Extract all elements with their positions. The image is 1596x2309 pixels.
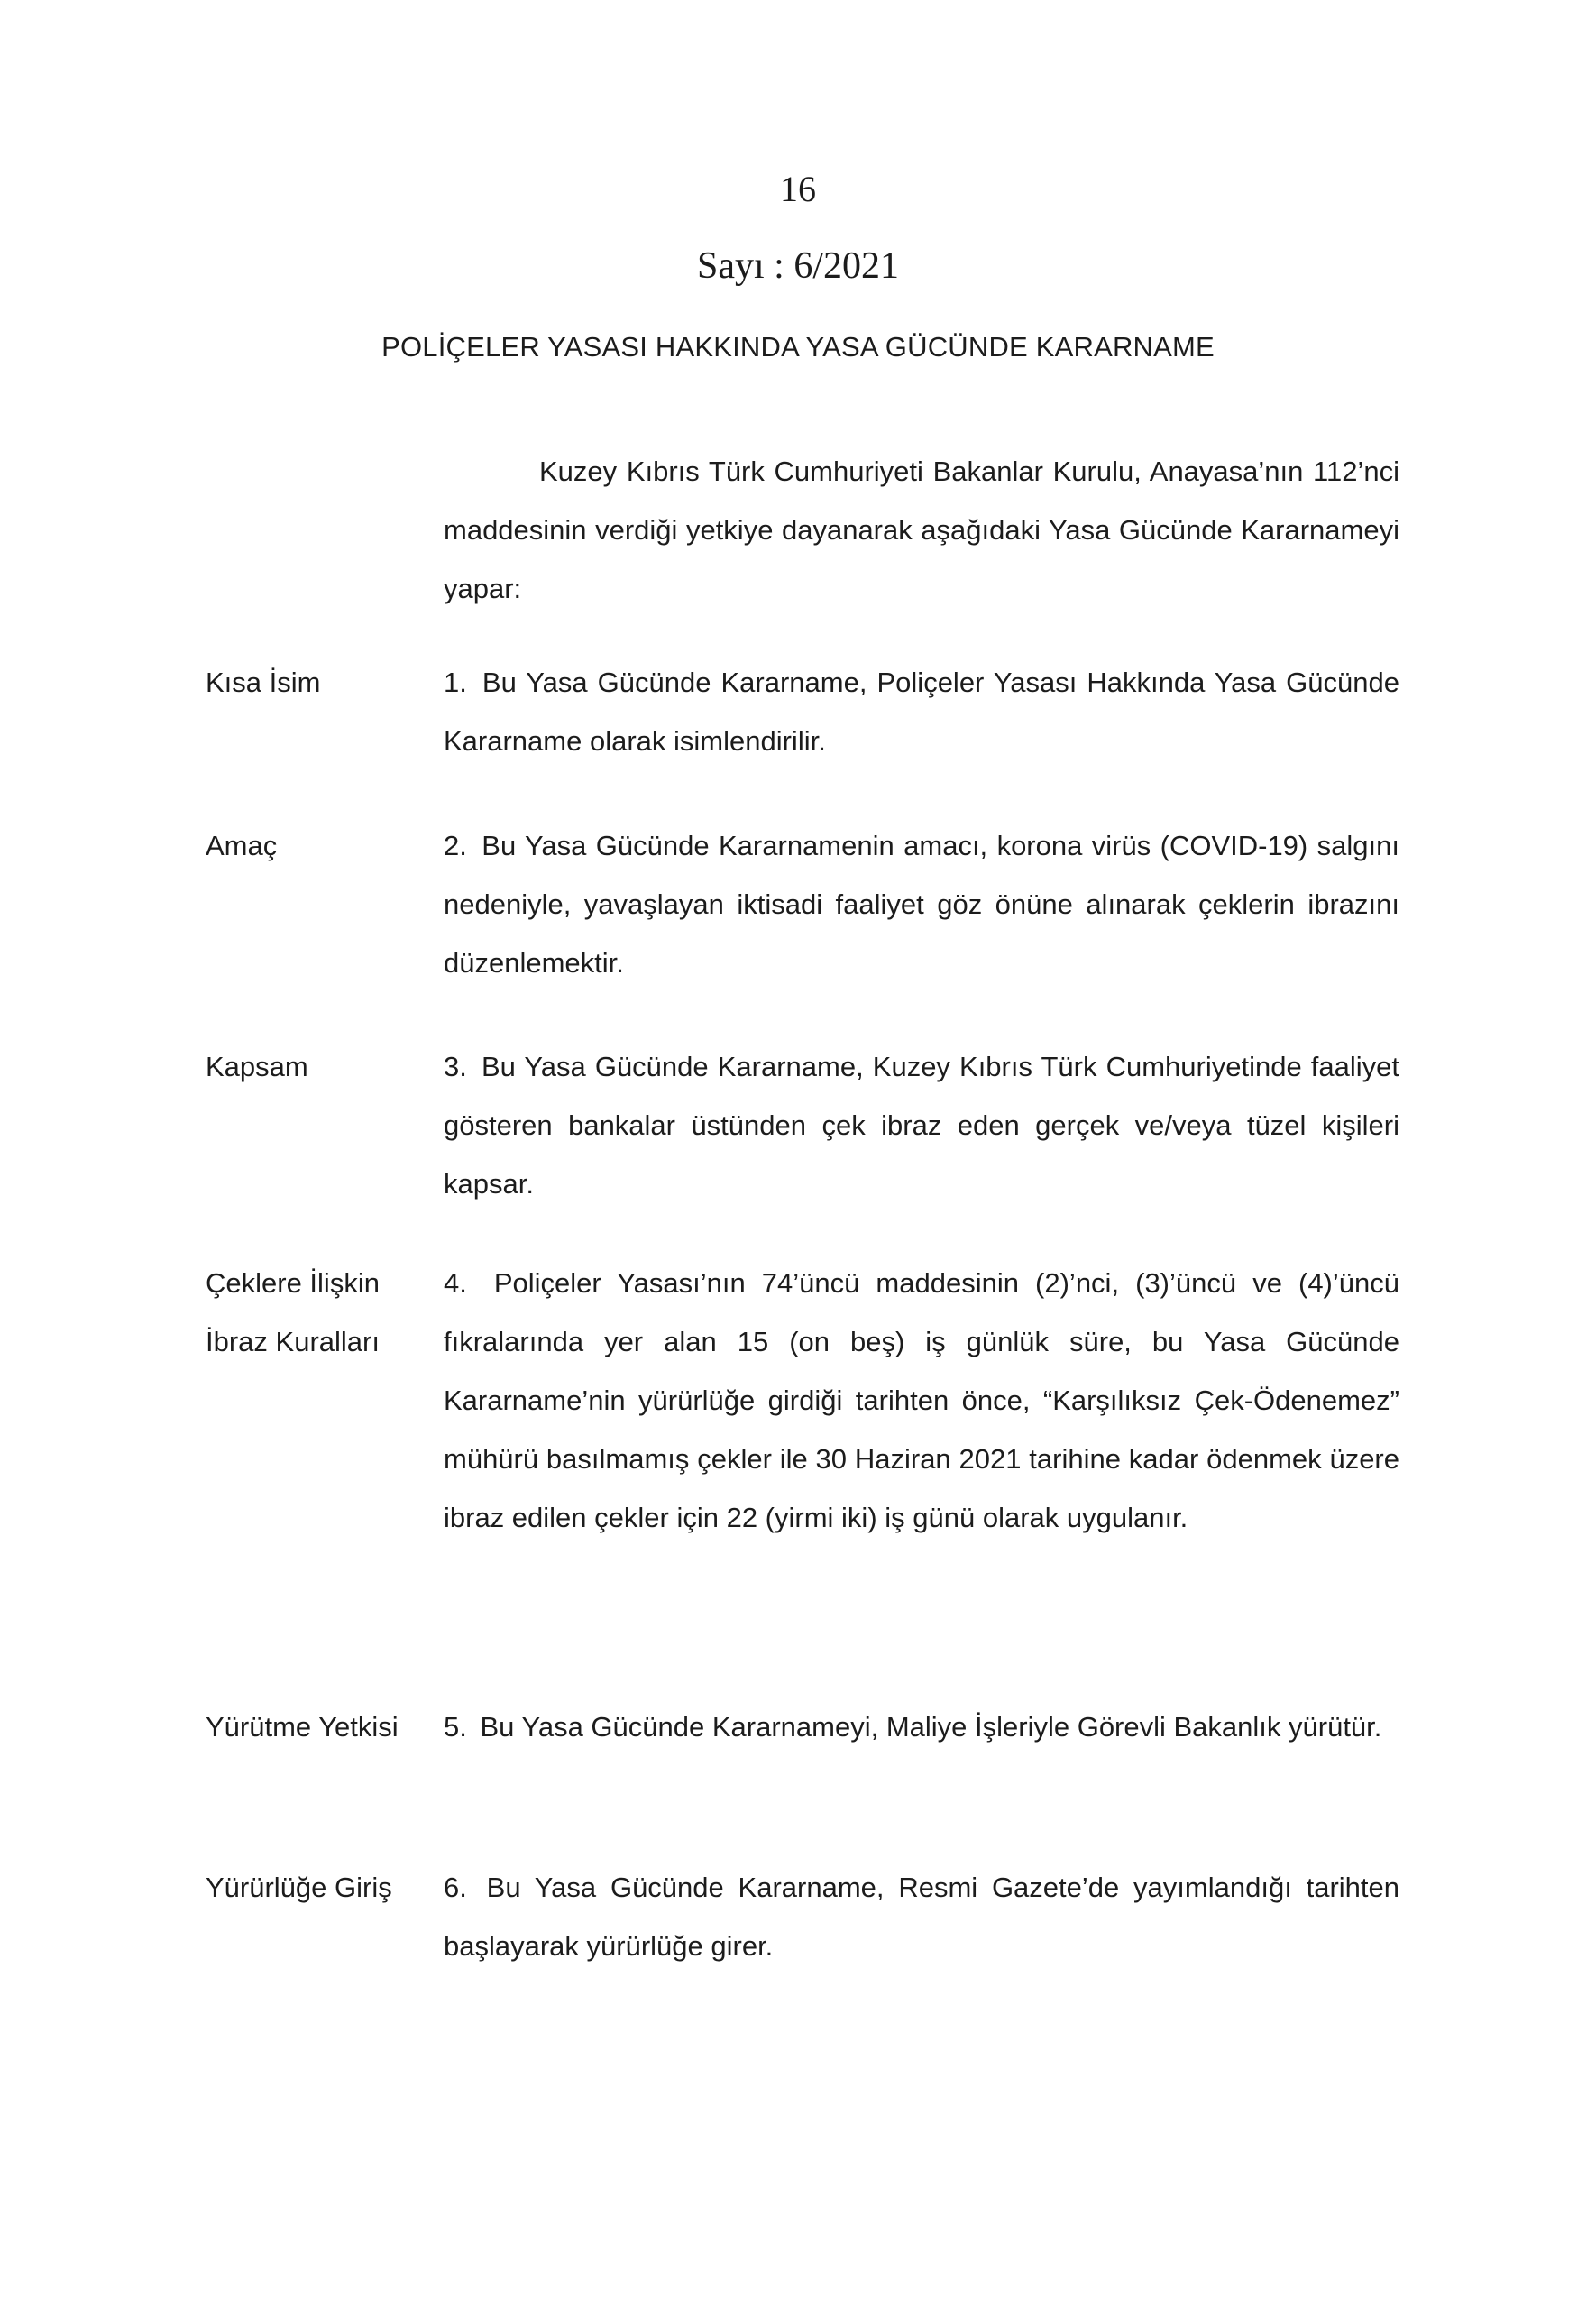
section-text: Bu Yasa Gücünde Kararname, Resmi Gazete’de yayımlandığı tarihten başlayarak yürürlüğe girer. [444,1872,1399,1962]
section-text: Bu Yasa Gücünde Kararname, Poliçeler Yasası Hakkında Yasa Gücünde Kararname olarak isimlendirilir. [444,667,1399,757]
section-number: 3. [444,1051,467,1082]
margin-label-execution: Yürütme Yetkisi [206,1711,399,1743]
section-number: 2. [444,830,467,861]
section-6 [444,1858,1399,1975]
section-1 [444,653,1399,770]
margin-label-scope: Kapsam [206,1051,308,1082]
section-text: Bu Yasa Gücünde Kararnameyi, Maliye İşleriyle Görevli Bakanlık yürütür. [480,1711,1382,1743]
section-text: Bu Yasa Gücünde Kararname, Kuzey Kıbrıs Türk Cumhuriyetinde faaliyet gösteren bankalar üstünden çek ibraz eden gerçek ve/veya tüzel kişileri kapsar. [444,1051,1399,1200]
section-text: Poliçeler Yasası’nın 74’üncü maddesinin (2)’nci, (3)’üncü ve (4)’üncü fıkralarında yer alan 15 (on beş) iş günlük süre, bu Yasa Gücünde Kararname’nin yürürlüğe girdiği tarihten önce, “Karşılıksız Çek-Ödenemez” mühürü basılmamış çekler ile 30 Haziran 2021 tarihine kadar ödenmek üzere ibraz edilen çekler için 22 (yirmi iki) iş günü olarak uygulanır. [444,1267,1399,1533]
document-title: POLİÇELER YASASI HAKKINDA YASA GÜCÜNDE KARARNAME [381,331,1215,363]
section-5 [444,1697,1399,1756]
document-number: Sayı : 6/2021 [696,245,899,287]
margin-label-entry-into-force: Yürürlüğe Giriş [206,1872,392,1903]
section-number: 1. [444,667,467,698]
page-number: 16 [780,169,816,209]
margin-label-short-title: Kısa İsim [206,667,321,698]
margin-label-line: Çeklere İlişkin [206,1267,380,1299]
margin-label-cheque-rules [206,1254,431,1371]
margin-label-line: İbraz Kuralları [206,1326,380,1357]
section-3 [444,1037,1399,1213]
section-2 [444,816,1399,992]
margin-label-purpose: Amaç [206,830,278,861]
section-4 [444,1254,1399,1547]
section-text: Bu Yasa Gücünde Kararnamenin amacı, korona virüs (COVID-19) salgını nedeniyle, yavaşlayan iktisadi faaliyet göz önüne alınarak çeklerin ibrazını düzenlemektir. [444,830,1399,979]
section-number: 6. [444,1872,467,1903]
preamble-paragraph: Kuzey Kıbrıs Türk Cumhuriyeti Bakanlar Kurulu, Anayasa’nın 112’nci maddesinin verdiği yetkiye dayanarak aşağıdaki Yasa Gücünde Kararnameyi yapar: [444,455,1399,604]
section-number: 4. [444,1267,467,1299]
section-number: 5. [444,1711,467,1743]
